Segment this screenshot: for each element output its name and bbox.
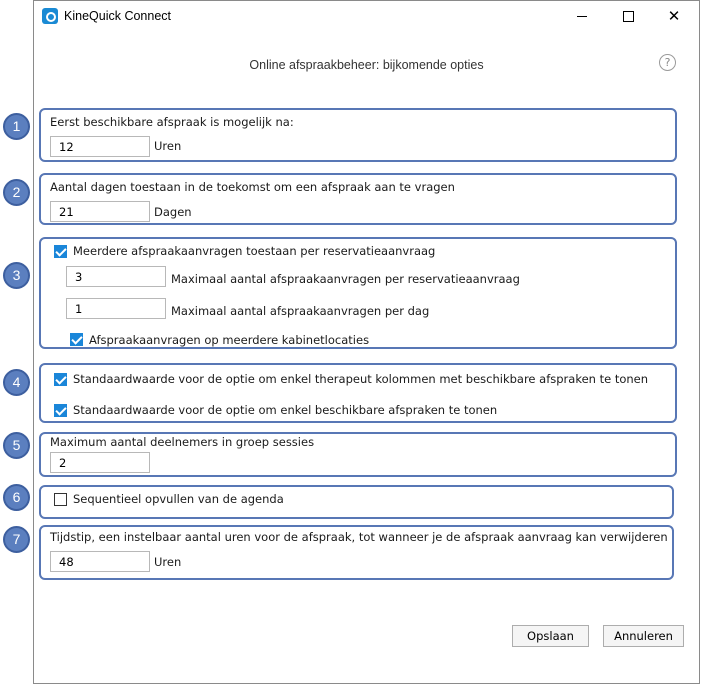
cancel-deadline-unit-label: Uren [154, 555, 182, 569]
title-bar [34, 1, 699, 31]
first-available-label: Eerst beschikbare afspraak is mogelijk na: [50, 115, 294, 129]
cancel-button[interactable]: Annuleren [603, 625, 684, 647]
dialog-window [33, 0, 700, 684]
available-only-label: Standaardwaarde voor de optie om enkel beschikbare afspraken te tonen [73, 403, 498, 417]
max-per-request-label: Maximaal aantal afspraakaanvragen per reservatieaanvraag [171, 272, 520, 286]
group-participants-label: Maximum aantal deelnemers in groep sessies [50, 435, 315, 449]
multiple-locations-checkbox[interactable] [70, 333, 83, 346]
days-unit-label: Dagen [154, 205, 192, 219]
multiple-requests-label: Meerdere afspraakaanvragen toestaan per reservatieaanvraag [73, 244, 436, 258]
hours-unit-label: Uren [154, 139, 182, 153]
section-group-participants [39, 432, 677, 477]
help-icon[interactable]: ? [659, 54, 676, 71]
step-badge-1: 1 [3, 113, 30, 140]
step-badge-4: 4 [3, 369, 30, 396]
section-sequential-fill [39, 485, 674, 519]
maximize-icon [623, 11, 634, 22]
first-available-hours-input[interactable] [50, 136, 150, 157]
close-icon: ✕ [667, 6, 681, 25]
step-badge-2: 2 [3, 179, 30, 206]
sequential-fill-label: Sequentieel opvullen van de agenda [73, 492, 284, 506]
dialog-subtitle: Online afspraakbeheer: bijkomende opties [249, 58, 484, 72]
section-default-options [39, 363, 677, 423]
sequential-fill-checkbox[interactable] [54, 493, 67, 506]
cancel-deadline-hours-input[interactable] [50, 551, 150, 572]
section-days-in-future [39, 173, 677, 225]
step-badge-5: 5 [3, 432, 30, 459]
therapist-columns-checkbox[interactable] [54, 373, 67, 386]
minimize-icon [577, 16, 587, 17]
therapist-columns-label: Standaardwaarde voor de optie om enkel therapeut kolommen met beschikbare afspraken te tonen [73, 372, 649, 386]
section-first-available [39, 108, 677, 162]
max-per-day-label: Maximaal aantal afspraakaanvragen per dag [171, 304, 430, 318]
section-multiple-requests [39, 237, 677, 349]
section-cancel-deadline [39, 525, 674, 580]
max-per-day-input[interactable] [66, 298, 166, 319]
cancel-deadline-label: Tijdstip, een instelbaar aantal uren voor de afspraak, tot wanneer je de afspraak aanvraag kan verwijderen [50, 530, 668, 544]
maximize-button[interactable] [605, 1, 651, 31]
save-button[interactable]: Opslaan [512, 625, 589, 647]
available-only-checkbox[interactable] [54, 404, 67, 417]
window-title: KineQuick Connect [64, 9, 172, 23]
close-button[interactable] [651, 1, 697, 31]
group-participants-input[interactable] [50, 452, 150, 473]
app-logo-icon [42, 8, 58, 24]
days-in-future-input[interactable] [50, 201, 150, 222]
days-in-future-label: Aantal dagen toestaan in de toekomst om een afspraak aan te vragen [50, 180, 455, 194]
step-badge-6: 6 [3, 484, 30, 511]
multiple-locations-label: Afspraakaanvragen op meerdere kabinetlocaties [89, 333, 370, 347]
minimize-button[interactable] [559, 1, 605, 31]
step-badge-3: 3 [3, 262, 30, 289]
step-badge-7: 7 [3, 526, 30, 553]
max-per-request-input[interactable] [66, 266, 166, 287]
multiple-requests-checkbox[interactable] [54, 245, 67, 258]
